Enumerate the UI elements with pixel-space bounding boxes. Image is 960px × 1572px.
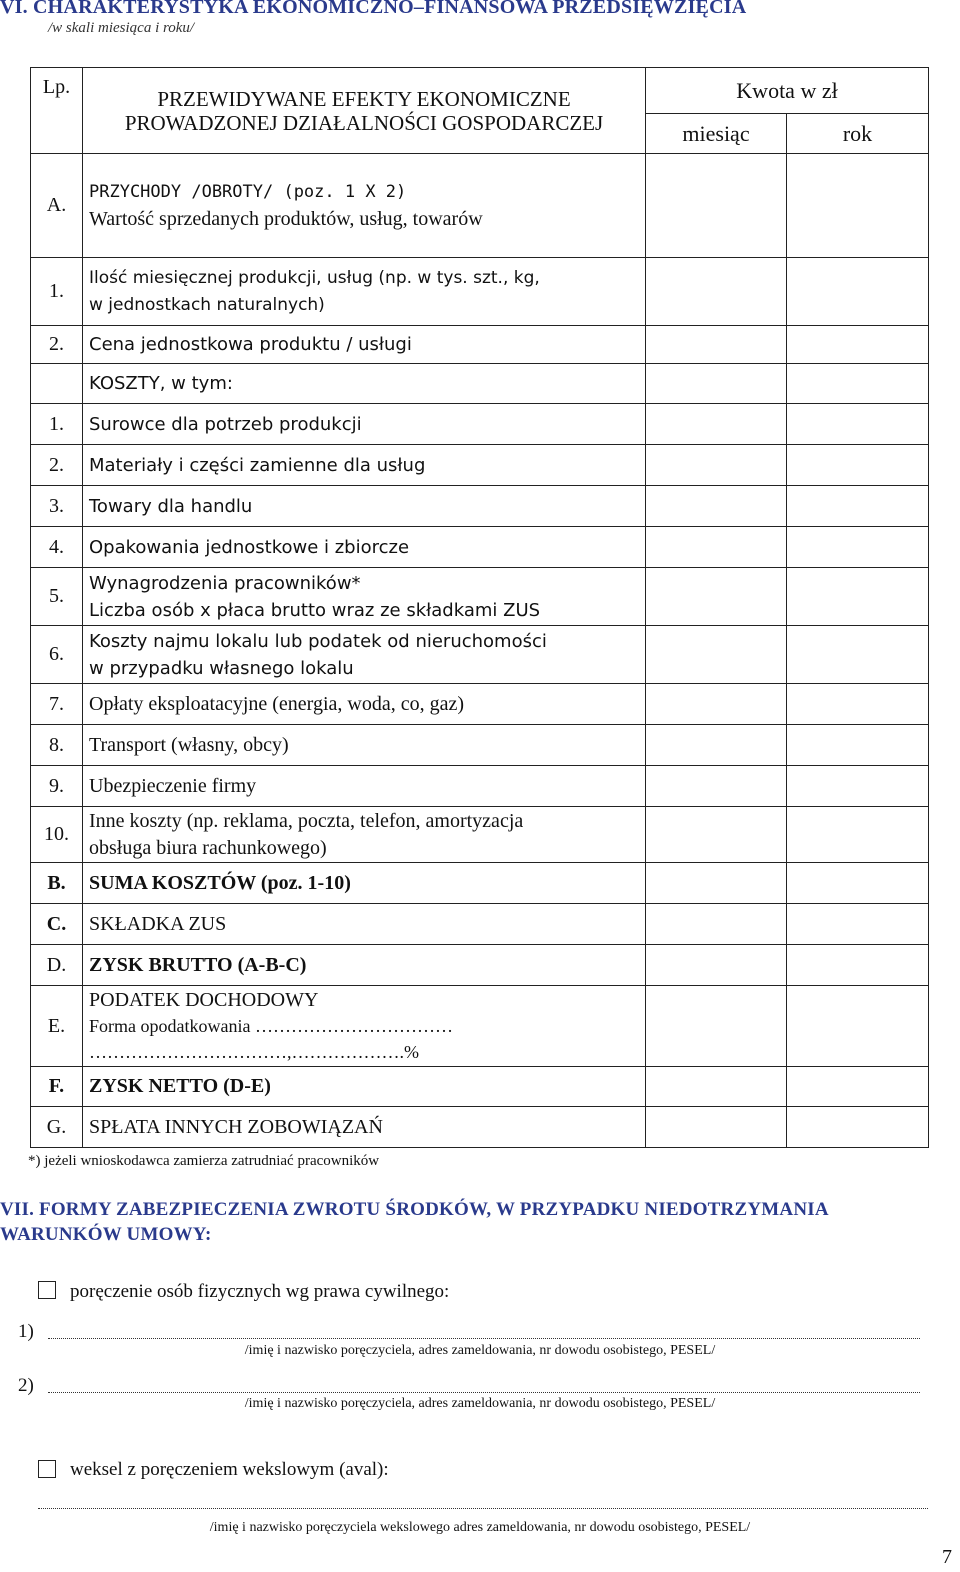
year-cell[interactable] bbox=[787, 568, 929, 626]
month-cell[interactable] bbox=[646, 154, 787, 258]
table-row bbox=[31, 725, 929, 766]
month-cell[interactable] bbox=[646, 568, 787, 626]
table-row bbox=[31, 766, 929, 807]
table-row bbox=[31, 863, 929, 904]
row-lp: 6. bbox=[31, 626, 83, 684]
row-label: ZYSK NETTO (D-E) bbox=[83, 1067, 646, 1107]
month-cell[interactable] bbox=[646, 945, 787, 986]
row-label: Wynagrodzenia pracowników* bbox=[89, 572, 361, 594]
year-cell[interactable] bbox=[787, 154, 929, 258]
year-cell[interactable] bbox=[787, 725, 929, 766]
row-label: Ubezpieczenie firmy bbox=[83, 766, 646, 807]
month-cell[interactable] bbox=[646, 445, 787, 486]
header-year: rok bbox=[787, 114, 929, 154]
row-label: KOSZTY, w tym: bbox=[83, 364, 646, 404]
month-cell[interactable] bbox=[646, 404, 787, 445]
row-label: SKŁADKA ZUS bbox=[83, 904, 646, 945]
table-row bbox=[31, 945, 929, 986]
table-row bbox=[31, 364, 929, 404]
row-label-sub: obsługa biura rachunkowego) bbox=[89, 836, 327, 859]
header-month: miesiąc bbox=[646, 114, 787, 154]
row-label-sub: Wartość sprzedanych produktów, usług, towarów bbox=[89, 207, 483, 230]
row-label: Surowce dla potrzeb produkcji bbox=[83, 404, 646, 445]
year-cell[interactable] bbox=[787, 807, 929, 863]
month-cell[interactable] bbox=[646, 527, 787, 568]
year-cell[interactable] bbox=[787, 904, 929, 945]
month-cell[interactable] bbox=[646, 684, 787, 725]
aval-caption: /imię i nazwisko poręczyciela wekslowego adres zameldowania, nr dowodu osobistego, PESEL/ bbox=[209, 1520, 751, 1535]
footnote: *) jeżeli wnioskodawca zamierza zatrudniać pracowników bbox=[28, 1153, 380, 1169]
row-label-sub: w jednostkach naturalnych) bbox=[89, 294, 325, 315]
row-lp: 3. bbox=[31, 486, 83, 527]
table-row bbox=[31, 1107, 929, 1148]
month-cell[interactable] bbox=[646, 258, 787, 326]
month-cell[interactable] bbox=[646, 807, 787, 863]
row-lp: B. bbox=[31, 863, 83, 904]
aval-field[interactable] bbox=[38, 1508, 928, 1509]
year-cell[interactable] bbox=[787, 364, 929, 404]
row-lp: 1. bbox=[31, 258, 83, 326]
row-label: PRZYCHODY /OBROTY/ (poz. 1 X 2) bbox=[89, 181, 407, 202]
header-effects: PRZEWIDYWANE EFEKTY EKONOMICZNE PROWADZONEJ DZIAŁALNOŚCI GOSPODARCZEJ bbox=[83, 68, 646, 154]
table-row bbox=[31, 904, 929, 945]
guarantor-2-caption: /imię i nazwisko poręczyciela, adres zameldowania, nr dowodu osobistego, PESEL/ bbox=[244, 1396, 716, 1411]
row-label: Transport (własny, obcy) bbox=[83, 725, 646, 766]
table-row bbox=[31, 326, 929, 364]
section-6-title: VI. CHARAKTERYSTYKA EKONOMICZNO–FINANSOWA PRZEDSIĘWZIĘCIA bbox=[0, 0, 747, 18]
row-label: Opakowania jednostkowe i zbiorcze bbox=[83, 527, 646, 568]
table-row bbox=[31, 986, 929, 1067]
row-label-sub: w przypadku własnego lokalu bbox=[89, 657, 354, 679]
tax-form-line: Forma opodatkowania …………………………… bbox=[89, 1016, 453, 1036]
row-label: SUMA KOSZTÓW (poz. 1-10) bbox=[83, 863, 646, 904]
page-number: 7 bbox=[942, 1546, 952, 1568]
row-label: Inne koszty (np. reklama, poczta, telefon, amortyzacja bbox=[89, 809, 524, 832]
table-row bbox=[31, 154, 929, 258]
year-cell[interactable] bbox=[787, 986, 929, 1067]
table-row bbox=[31, 445, 929, 486]
table-row bbox=[31, 258, 929, 326]
year-cell[interactable] bbox=[787, 326, 929, 364]
year-cell[interactable] bbox=[787, 684, 929, 725]
row-lp: 2. bbox=[31, 326, 83, 364]
year-cell[interactable] bbox=[787, 766, 929, 807]
year-cell[interactable] bbox=[787, 945, 929, 986]
table-row bbox=[31, 807, 929, 863]
guarantor-1-field[interactable] bbox=[48, 1338, 920, 1339]
month-cell[interactable] bbox=[646, 1067, 787, 1107]
row-label-sub: Liczba osób x płaca brutto wraz ze składkami ZUS bbox=[89, 599, 541, 621]
month-cell[interactable] bbox=[646, 326, 787, 364]
table-row bbox=[31, 626, 929, 684]
year-cell[interactable] bbox=[787, 527, 929, 568]
row-label: Ilość miesięcznej produkcji, usług (np. w tys. szt., kg, bbox=[89, 267, 540, 288]
guarantor-option-label: poręczenie osób fizycznych wg prawa cywilnego: bbox=[70, 1281, 450, 1302]
table-row bbox=[31, 568, 929, 626]
row-lp bbox=[31, 364, 83, 404]
row-lp: F. bbox=[31, 1067, 83, 1107]
table-row bbox=[31, 404, 929, 445]
table-row bbox=[31, 1067, 929, 1107]
year-cell[interactable] bbox=[787, 863, 929, 904]
month-cell[interactable] bbox=[646, 364, 787, 404]
guarantor-2-field[interactable] bbox=[48, 1392, 920, 1393]
header-lp: Lp. bbox=[31, 68, 83, 154]
row-label: Koszty najmu lokalu lub podatek od nieruchomości bbox=[89, 630, 547, 652]
row-label: ZYSK BRUTTO (A-B-C) bbox=[83, 945, 646, 986]
row-lp: G. bbox=[31, 1107, 83, 1148]
month-cell[interactable] bbox=[646, 863, 787, 904]
row-lp: 9. bbox=[31, 766, 83, 807]
month-cell[interactable] bbox=[646, 766, 787, 807]
row-label: Opłaty eksploatacyjne (energia, woda, co, gaz) bbox=[83, 684, 646, 725]
header-amount: Kwota w zł bbox=[646, 68, 929, 114]
row-lp: 5. bbox=[31, 568, 83, 626]
row-lp: A. bbox=[31, 154, 83, 258]
month-cell[interactable] bbox=[646, 626, 787, 684]
tax-rate-line: ……………………………,……………….% bbox=[89, 1042, 419, 1062]
year-cell[interactable] bbox=[787, 445, 929, 486]
year-cell[interactable] bbox=[787, 404, 929, 445]
month-cell[interactable] bbox=[646, 1107, 787, 1148]
year-cell[interactable] bbox=[787, 626, 929, 684]
row-lp: C. bbox=[31, 904, 83, 945]
row-lp: D. bbox=[31, 945, 83, 986]
guarantor-1-number: 1) bbox=[18, 1321, 34, 1342]
guarantor-checkbox[interactable] bbox=[38, 1281, 56, 1299]
month-cell[interactable] bbox=[646, 486, 787, 527]
guarantor-1-caption: /imię i nazwisko poręczyciela, adres zameldowania, nr dowodu osobistego, PESEL/ bbox=[244, 1343, 716, 1358]
aval-checkbox[interactable] bbox=[38, 1460, 56, 1478]
section-6-subtitle: /w skali miesiąca i roku/ bbox=[48, 20, 195, 36]
month-cell[interactable] bbox=[646, 986, 787, 1067]
year-cell[interactable] bbox=[787, 486, 929, 527]
economic-effects-table bbox=[30, 67, 929, 1148]
row-label: PODATEK DOCHODOWY bbox=[89, 989, 319, 1011]
table-row bbox=[31, 527, 929, 568]
year-cell[interactable] bbox=[787, 1067, 929, 1107]
aval-option-label: weksel z poręczeniem wekslowym (aval): bbox=[70, 1459, 389, 1480]
section-7-title-cont: WARUNKÓW UMOWY: bbox=[0, 1224, 212, 1245]
month-cell[interactable] bbox=[646, 725, 787, 766]
section-7-title: VII. FORMY ZABEZPIECZENIA ZWROTU ŚRODKÓW, W PRZYPADKU NIEDOTRZYMANIA bbox=[0, 1199, 829, 1220]
year-cell[interactable] bbox=[787, 258, 929, 326]
row-lp: 7. bbox=[31, 684, 83, 725]
row-lp: 10. bbox=[31, 807, 83, 863]
row-label: Cena jednostkowa produktu / usługi bbox=[83, 326, 646, 364]
row-lp: 1. bbox=[31, 404, 83, 445]
row-lp: 4. bbox=[31, 527, 83, 568]
month-cell[interactable] bbox=[646, 904, 787, 945]
row-label: SPŁATA INNYCH ZOBOWIĄZAŃ bbox=[83, 1107, 646, 1148]
row-label: Towary dla handlu bbox=[83, 486, 646, 527]
row-lp: E. bbox=[31, 986, 83, 1067]
guarantor-2-number: 2) bbox=[18, 1375, 34, 1396]
row-label: Materiały i części zamienne dla usług bbox=[83, 445, 646, 486]
row-lp: 8. bbox=[31, 725, 83, 766]
year-cell[interactable] bbox=[787, 1107, 929, 1148]
table-row bbox=[31, 684, 929, 725]
row-lp: 2. bbox=[31, 445, 83, 486]
table-row bbox=[31, 486, 929, 527]
